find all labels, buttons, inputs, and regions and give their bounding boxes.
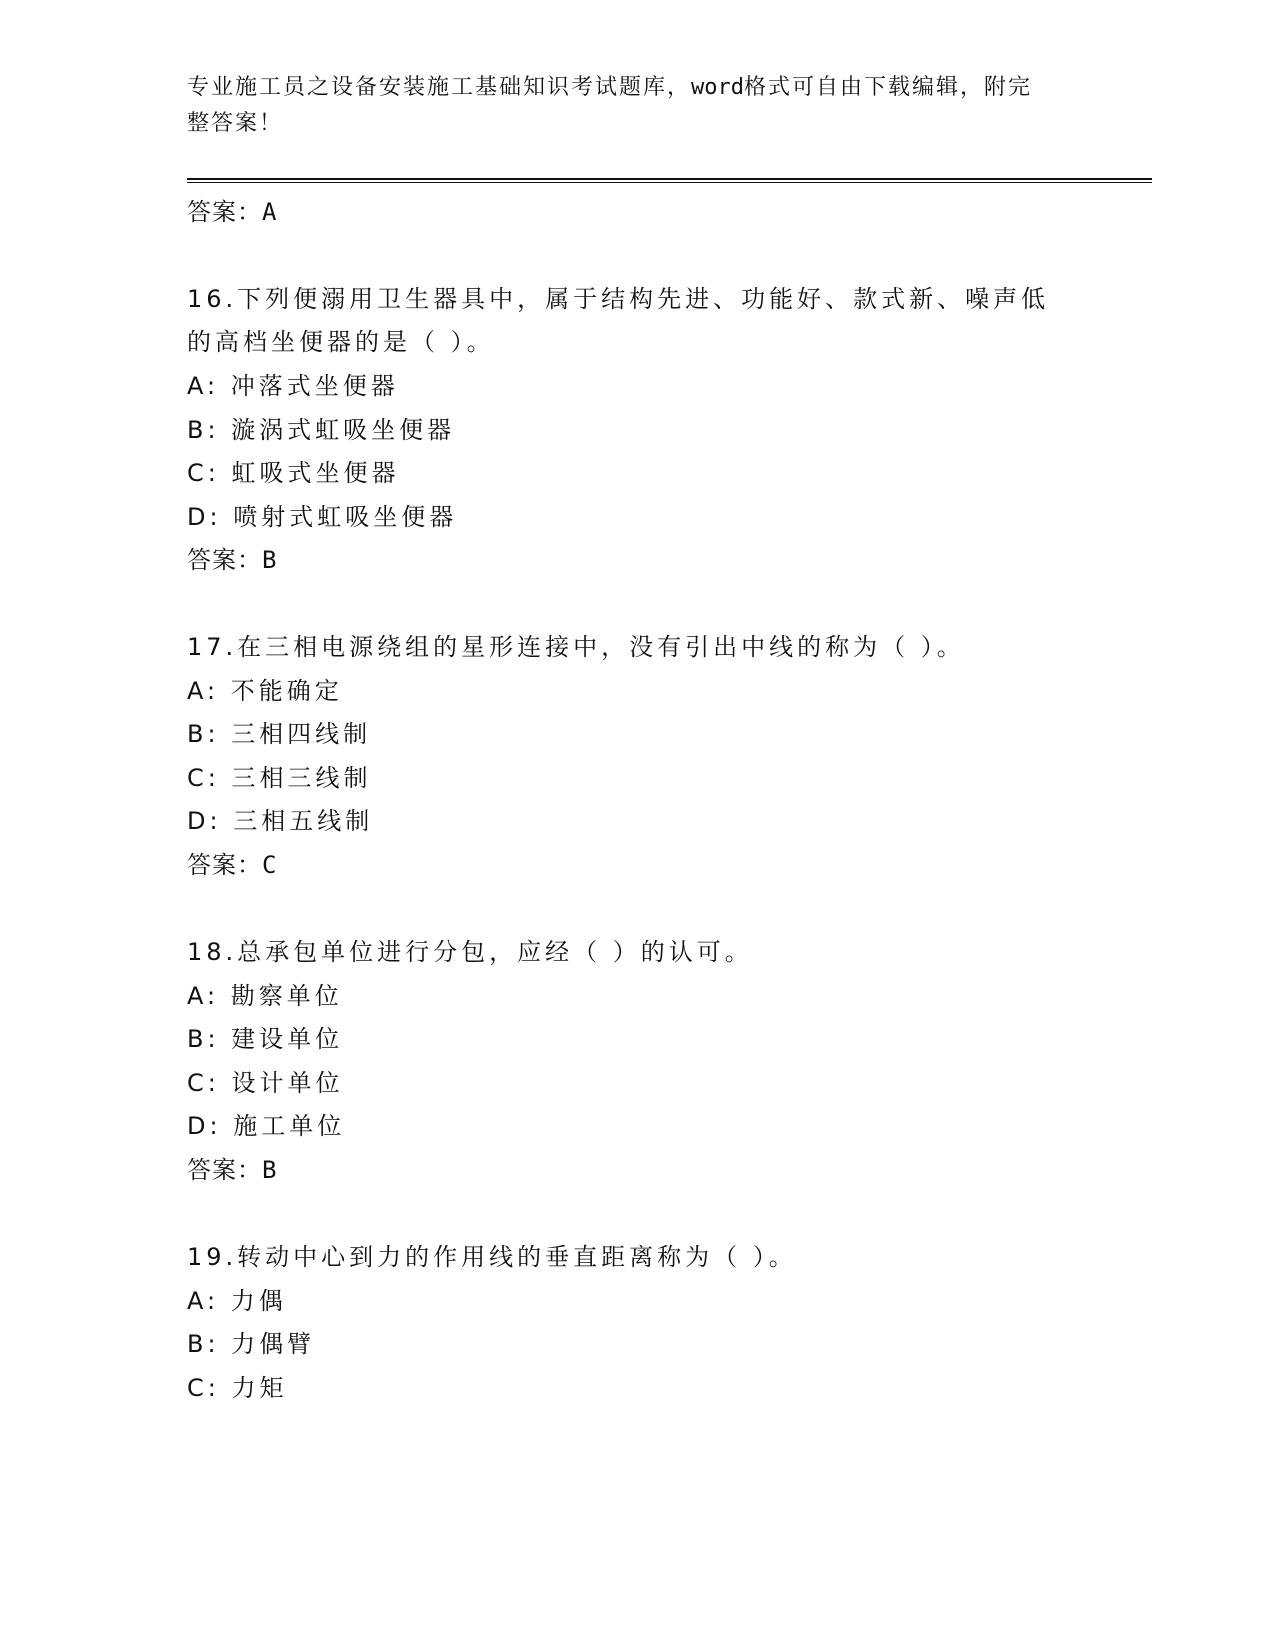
answer-value: C	[262, 851, 278, 879]
answer-line	[187, 845, 277, 880]
answer-line	[187, 192, 277, 227]
answer-label: 答案：	[187, 198, 262, 226]
question-17-option-a: A: 不能确定	[187, 677, 343, 705]
question-16-stem: 16.下列便溺用卫生器具中，属于结构先进、功能好、款式新、噪声低	[187, 285, 1050, 313]
question-19-option-a: A: 力偶	[187, 1287, 287, 1315]
question-16-option-d: D: 喷射式虹吸坐便器	[187, 503, 458, 531]
header-divider-thick	[187, 178, 1152, 180]
question-18-option-a: A: 勘察单位	[187, 982, 343, 1010]
answer-value: B	[262, 546, 278, 574]
question-19-option-b: B: 力偶臂	[187, 1330, 316, 1358]
answer-label: 答案：	[187, 851, 262, 879]
question-19-stem: 19.转动中心到力的作用线的垂直距离称为（ ）。	[187, 1243, 797, 1271]
answer-label: 答案：	[187, 546, 262, 574]
header-divider-thin	[187, 182, 1152, 183]
question-18-option-d: D: 施工单位	[187, 1112, 346, 1140]
answer-label: 答案：	[187, 1156, 262, 1184]
question-19-option-c: C: 力矩	[187, 1374, 288, 1402]
header-text-line2: 整答案！	[187, 111, 284, 136]
question-16-option-a: A: 冲落式坐便器	[187, 372, 399, 400]
question-17-option-c: C: 三相三线制	[187, 764, 372, 792]
answer-value: B	[262, 1156, 278, 1184]
header-text-part1: 专业施工员之设备安装施工基础知识考试题库，	[187, 75, 692, 100]
answer-value: A	[262, 198, 278, 226]
question-16-stem-cont: 的高档坐便器的是（ ）。	[187, 328, 495, 356]
question-16-option-b: B: 漩涡式虹吸坐便器	[187, 416, 456, 444]
answer-line	[187, 1150, 277, 1185]
question-17-stem: 17.在三相电源绕组的星形连接中，没有引出中线的称为（ ）。	[187, 633, 965, 661]
answer-line	[187, 540, 277, 575]
header-text-word: word	[691, 75, 744, 100]
question-18-stem: 18.总承包单位进行分包，应经（ ）的认可。	[187, 938, 753, 966]
question-17-option-d: D: 三相五线制	[187, 807, 374, 835]
question-18-option-b: B: 建设单位	[187, 1025, 344, 1053]
header-text-part2: 格式可自由下载编辑，附完	[744, 75, 1033, 100]
document-header	[187, 70, 1067, 142]
question-16-option-c: C: 虹吸式坐便器	[187, 459, 400, 487]
question-17-option-b: B: 三相四线制	[187, 720, 372, 748]
question-18-option-c: C: 设计单位	[187, 1069, 344, 1097]
